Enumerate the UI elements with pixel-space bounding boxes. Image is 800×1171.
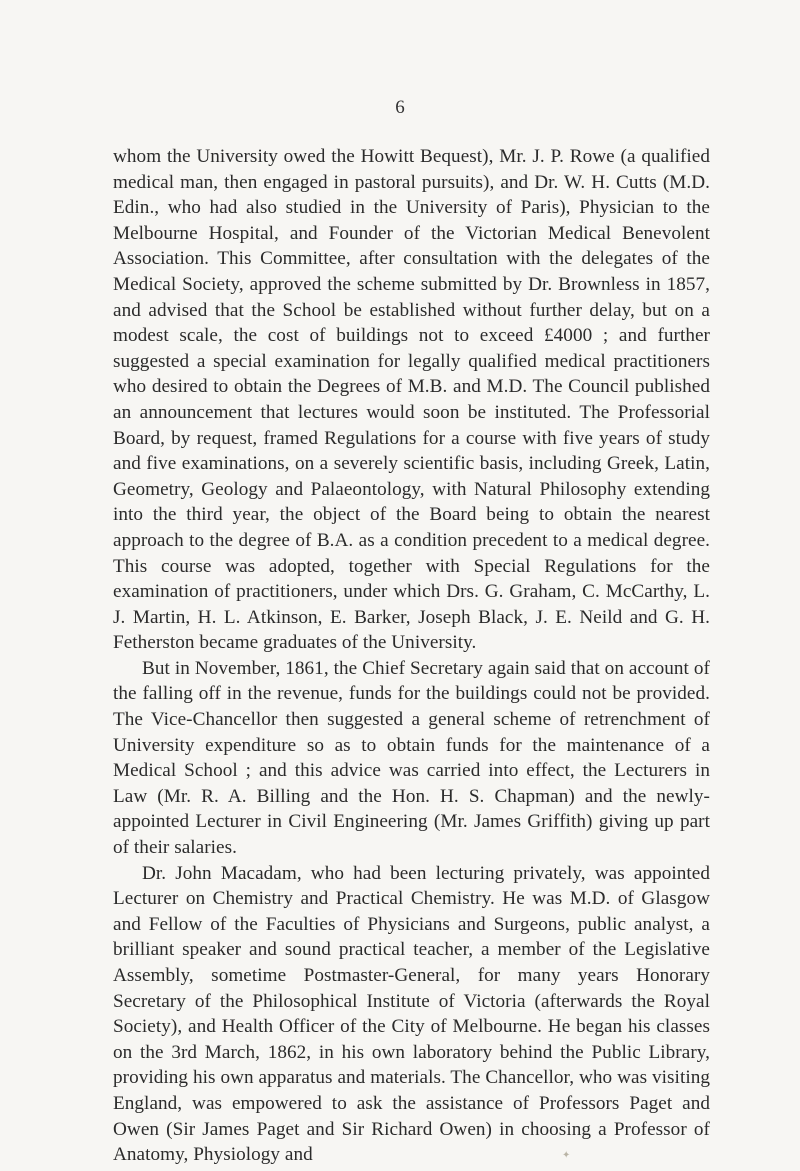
page-number: 6: [395, 97, 405, 118]
body-text: [113, 144, 710, 1168]
paragraph-1: whom the University owed the Howitt Bequest), Mr. J. P. Rowe (a qualified medical man, then engaged in pastoral pursuits), and Dr. W. H. Cutts (M.D. Edin., who had also studied in the University of Paris), Physician to the Melbourne Hospital, and Founder of the Victorian Medical Benevolent Association. This Committee, after consultation with the delegates of the Medical Society, approved the scheme submitted by Dr. Brownless in 1857, and advised that the School be established without further delay, but on a modest scale, the cost of buildings not to exceed £4000 ; and further suggested a special examination for legally qualified medical practitioners who desired to obtain the Degrees of M.B. and M.D. The Council published an announcement that lectures would soon be instituted. The Professorial Board, by request, framed Regulations for a course with five years of study and five examinations, on a severely scientific basis, including Greek, Latin, Geometry, Geology and Palaeontology, with Natural Philosophy extending into the third year, the object of the Board being to obtain the nearest approach to the degree of B.A. as a condition precedent to a medical degree. This course was adopted, together with Special Regulations for the examination of practitioners, under which Drs. G. Graham, C. McCarthy, L. J. Martin, H. L. Atkinson, E. Barker, Joseph Black, J. E. Neild and G. H. Fetherston became graduates of the University.: [113, 146, 710, 654]
paragraph-3: Dr. John Macadam, who had been lecturing privately, was appointed Lecturer on Chemistry and Practical Chemistry. He was M.D. of Glasgow and Fellow of the Faculties of Physicians and Surgeons, public analyst, a brilliant speaker and sound practical teacher, a member of the Legislative Assembly, sometime Postmaster-General, for many years Honorary Secretary of the Philosophical Institute of Victoria (afterwards the Royal Society), and Health Officer of the City of Melbourne. He began his classes on the 3rd March, 1862, in his own laboratory behind the Public Library, providing his own apparatus and materials. The Chancellor, who was visiting England, was empowered to ask the assistance of Professors Paget and Owen (Sir James Paget and Sir Richard Owen) in choosing a Professor of Anatomy, Physiology and: [113, 862, 710, 1166]
paragraph-2: But in November, 1861, the Chief Secretary again said that on account of the falling off in the revenue, funds for the buildings could not be provided. The Vice-Chancellor then suggested a general scheme of retrenchment of University expenditure so as to obtain funds for the maintenance of a Medical School ; and this advice was carried into effect, the Lecturers in Law (Mr. R. A. Billing and the Hon. H. S. Chapman) and the newly-appointed Lecturer in Civil Engineering (Mr. James Griffith) giving up part of their salaries.: [113, 657, 710, 859]
ink-mark-decoration: ✦: [562, 1150, 571, 1161]
